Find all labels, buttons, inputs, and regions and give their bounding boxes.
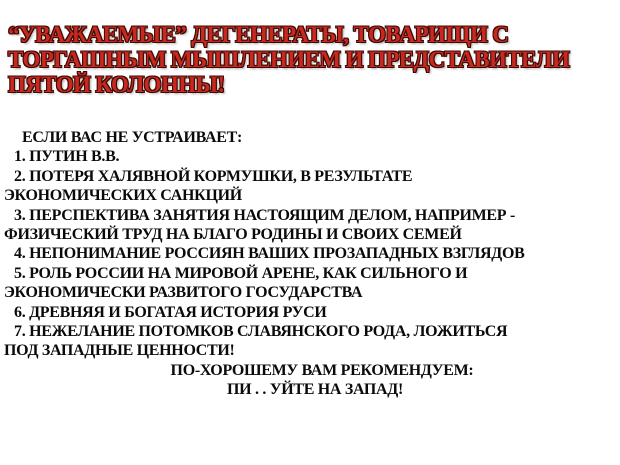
list-item-1: 1. ПУТИН В.В. — [14, 148, 120, 166]
closing-line-1: ПО-ХОРОШЕМУ ВАМ РЕКОМЕНДУЕМ: — [170, 361, 474, 379]
list-item-5: 5. РОЛЬ РОССИИ НА МИРОВОЙ АРЕНЕ, КАК СИЛЬНОГО И — [14, 264, 468, 282]
list-item-2-continued: ЭКОНОМИЧЕСКИХ САНКЦИЙ — [4, 187, 242, 205]
list-item-3-continued: ФИЗИЧЕСКИЙ ТРУД НА БЛАГО РОДИНЫ И СВОИХ СЕМЕЙ — [4, 225, 462, 243]
body-text — [0, 128, 620, 399]
list-item-2: 2. ПОТЕРЯ ХАЛЯВНОЙ КОРМУШКИ, В РЕЗУЛЬТАТЕ — [14, 167, 413, 185]
closing-line-2: ПИ . . УЙТЕ НА ЗАПАД! — [226, 381, 404, 399]
list-item-7: 7. НЕЖЕЛАНИЕ ПОТОМКОВ СЛАВЯНСКОГО РОДА, ЛОЖИТЬСЯ — [14, 322, 508, 340]
intro-line: ЕСЛИ ВАС НЕ УСТРАИВАЕТ: — [22, 129, 242, 146]
list-item-6: 6. ДРЕВНЯЯ И БОГАТАЯ ИСТОРИЯ РУСИ — [14, 303, 327, 321]
list-item-5-continued: ЭКОНОМИЧЕСКИ РАЗВИТОГО ГОСУДАРСТВА — [4, 284, 363, 302]
headline — [8, 22, 608, 97]
headline-line-3: ПЯТОЙ КОЛОННЫ! — [8, 72, 225, 97]
list-item-4: 4. НЕПОНИМАНИЕ РОССИЯН ВАШИХ ПРОЗАПАДНЫХ ВЗГЛЯДОВ — [14, 245, 525, 263]
list-item-7-continued: ПОД ЗАПАДНЫЕ ЦЕННОСТИ! — [4, 342, 235, 360]
headline-line-2: ТОРГАШНЫМ МЫШЛЕНИЕМ И ПРЕДСТАВИТЕЛИ — [8, 47, 570, 72]
list-item-3: 3. ПЕРСПЕКТИВА ЗАНЯТИЯ НАСТОЯЩИМ ДЕЛОМ, НАПРИМЕР - — [14, 206, 515, 224]
headline-line-1: “УВАЖАЕМЫЕ” ДЕГЕНЕРАТЫ, ТОВАРИЩИ С — [8, 22, 509, 47]
